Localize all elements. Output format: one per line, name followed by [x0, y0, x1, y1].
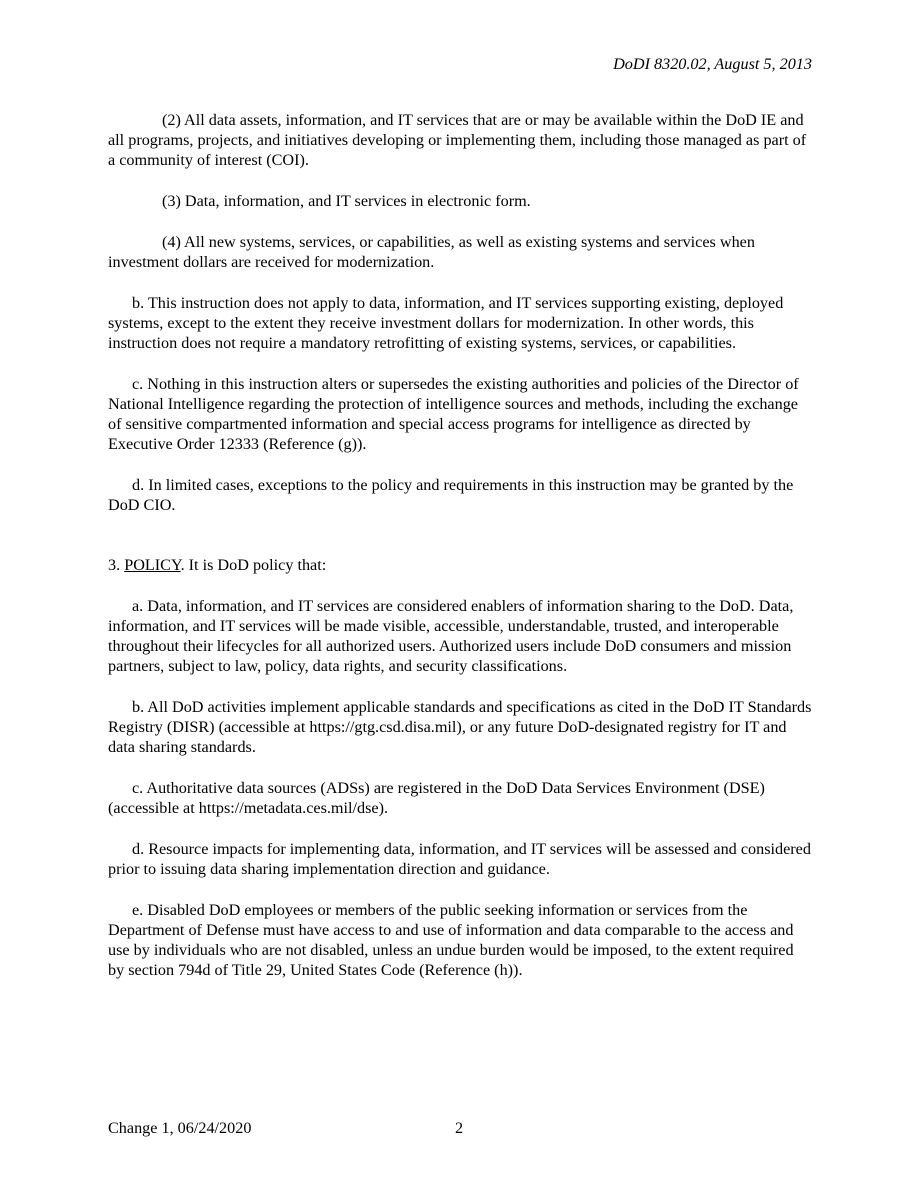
paragraph-2-2: (2) All data assets, information, and IT services that are or may be available within the DoD IE and all programs, projects, and initiatives developing or implementing them, including those managed as part of a community of interest (COI). [108, 111, 807, 169]
document-header: DoDI 8320.02, August 5, 2013 [613, 55, 812, 73]
policy-paragraph-d: d. Resource impacts for implementing data, information, and IT services will be assessed and considered prior to issuing data sharing implementation direction and guidance. [108, 840, 811, 878]
page-number: 2 [455, 1119, 464, 1137]
policy-paragraph-a: a. Data, information, and IT services are considered enablers of information sharing to the DoD. Data, information, and IT services will be made visible, accessible, understandable, trusted, and interoperable throughout their lifecycles for all authorized users. Authorized users include DoD consumers and mission partners, subject to law, policy, data rights, and security classifications. [108, 597, 794, 675]
policy-paragraph-b: b. All DoD activities implement applicable standards and specifications as cited in the DoD IT Standards Registry (DISR) (accessible at https://gtg.csd.disa.mil), or any future DoD-designated registry for IT and data sharing standards. [108, 698, 812, 756]
paragraph-2-4: (4) All new systems, services, or capabilities, as well as existing systems and services when investment dollars are received for modernization. [108, 233, 755, 271]
paragraph-c: c. Nothing in this instruction alters or supersedes the existing authorities and policies of the Director of National Intelligence regarding the protection of intelligence sources and methods, including the exchange of sensitive compartmented information and special access programs for intelligence as directed by Executive Order 12333 (Reference (g)). [108, 375, 799, 453]
paragraph-b: b. This instruction does not apply to data, information, and IT services supporting existing, deployed systems, except to the extent they receive investment dollars for modernization. In other words, this instruction does not require a mandatory retrofitting of existing systems, services, or capabilities. [108, 294, 784, 352]
section-intro: . It is DoD policy that: [180, 556, 327, 574]
document-body [108, 110, 812, 1001]
policy-paragraph-e: e. Disabled DoD employees or members of the public seeking information or services from the Department of Defense must have access to and use of information and data comparable to the access and use by individuals who are not disabled, unless an undue burden would be imposed, to the extent required by section 794d of Title 29, United States Code (Reference (h)). [108, 901, 794, 979]
section-heading-policy [108, 555, 812, 575]
footer-change-note: Change 1, 06/24/2020 [108, 1119, 252, 1137]
paragraph-d: d. In limited cases, exceptions to the policy and requirements in this instruction may be granted by the DoD CIO. [108, 476, 794, 514]
section-title: POLICY [124, 556, 181, 574]
paragraph-2-3: (3) Data, information, and IT services in electronic form. [162, 192, 531, 210]
section-number: 3. [108, 556, 125, 574]
policy-paragraph-c: c. Authoritative data sources (ADSs) are registered in the DoD Data Services Environment (DSE) (accessible at https://metadata.ces.mil/dse). [108, 779, 765, 817]
